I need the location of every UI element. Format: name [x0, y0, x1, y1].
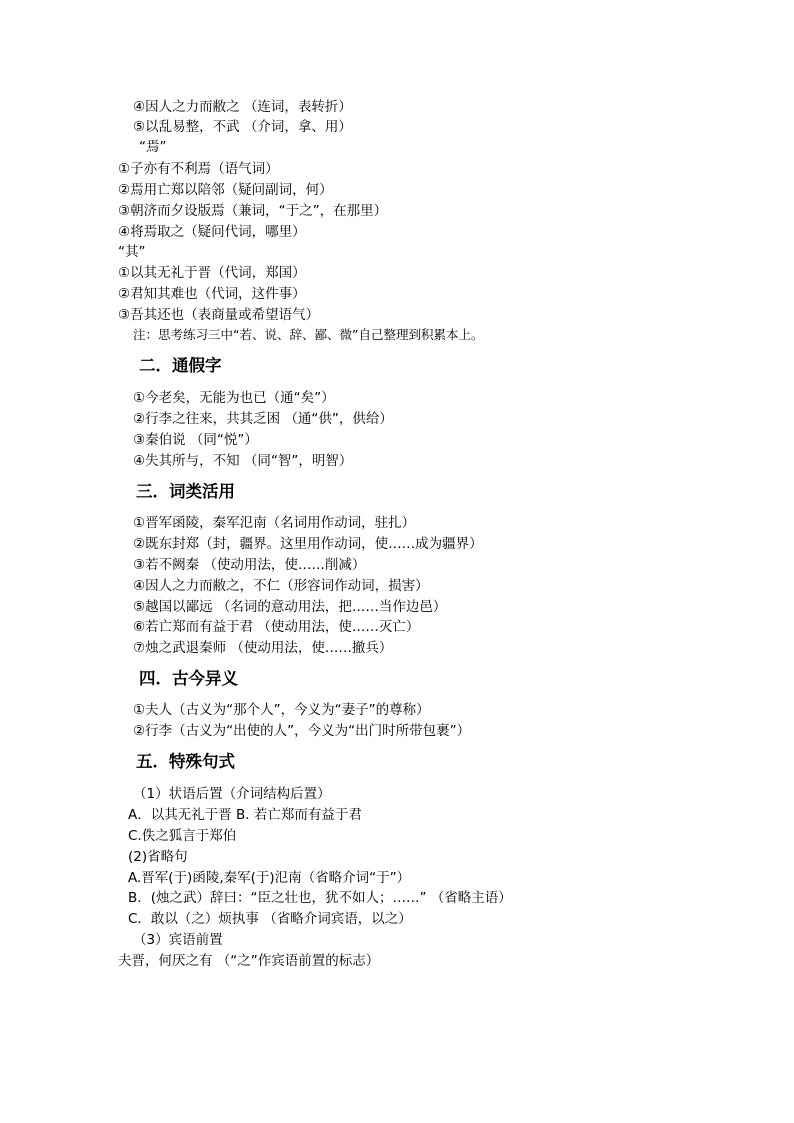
list-item: ⑥若亡郑而有益于君 （使动用法，使……灭亡）	[133, 619, 420, 635]
text-line: (2)省略句	[128, 849, 188, 865]
text-line: A.晋军(于)函陵,秦军(于)氾南（省略介词“于”）	[128, 870, 411, 886]
list-item: ④失其所与，不知 （同“智”，明智）	[133, 453, 353, 469]
yan-title: “焉”	[139, 139, 167, 155]
text-line: ⑤以乱易整，不武 （介词，拿、用）	[133, 119, 352, 135]
list-item: ②君知其难也（代词，这件事）	[118, 286, 306, 302]
list-item: ③若不阙秦 （使动用法，使……削减）	[133, 557, 366, 573]
list-item: ⑤越国以鄙远 （名词的意动用法，把……当作边邑）	[133, 599, 447, 615]
list-item: ③秦伯说 （同“悦”）	[133, 432, 258, 448]
note-text: 注：思考练习三中“若、说、辞、鄙、微”自己整理到积累本上。	[133, 327, 484, 342]
list-item: ①夫人（古义为“那个人”，今义为“妻子”的尊称）	[133, 702, 430, 718]
list-item: ④因人之力而敝之，不仁（形容词作动词，损害）	[133, 578, 429, 594]
section-heading-teshu: 五．特殊句式	[136, 752, 235, 771]
list-item: ①以其无礼于晋（代词，郑国）	[118, 265, 306, 281]
list-item: ④将焉取之（疑问代词，哪里）	[118, 224, 306, 240]
section-heading-gujin: 四．古今异义	[139, 669, 238, 688]
list-item: ②既东封郑（封，疆界。这里用作动词，使……成为疆界）	[133, 536, 483, 552]
list-item: ②焉用亡郑以陪邻（疑问副词，何）	[118, 182, 333, 198]
list-item: ②行李之往来，共其乏困 （通“供”，供给）	[133, 411, 393, 427]
text-line: C．敢以（之）烦执事 （省略介词宾语，以之）	[128, 911, 412, 927]
text-line: ④因人之力而敝之 （连词，表转折）	[133, 99, 352, 115]
list-item: ①子亦有不利焉（语气词）	[118, 161, 279, 177]
text-line: 夫晋，何厌之有 （“之”作宾语前置的标志）	[118, 953, 380, 969]
list-item: ③朝济而夕设版焉（兼词，“于之”，在那里）	[118, 203, 388, 219]
section-heading-tongjia: 二．通假字	[139, 356, 222, 375]
text-line: （1）状语后置（介词结构后置）	[133, 786, 331, 802]
list-item: ①今老矣，无能为也已（通“矣”）	[133, 390, 335, 406]
section-heading-huoyong: 三．词类活用	[136, 482, 235, 501]
text-line: C.佚之狐言于郑伯	[128, 828, 237, 844]
text-line: B．(烛之武）辞曰：“臣之壮也，犹不如人；……” （省略主语）	[128, 890, 512, 906]
list-item: ⑦烛之武退秦师 （使动用法，使……撤兵）	[133, 640, 393, 656]
text-line: A．以其无礼于晋 B. 若亡郑而有益于君	[128, 807, 362, 823]
list-item: ①晋军函陵，秦军氾南（名词用作动词，驻扎）	[133, 515, 416, 531]
list-item: ②行李（古义为“出使的人”，今义为“出门时所带包裹”）	[133, 723, 471, 739]
qi-title: “其”	[118, 244, 146, 260]
list-item: ③吾其还也（表商量或希望语气）	[118, 307, 320, 323]
text-line: （3）宾语前置	[133, 932, 223, 948]
